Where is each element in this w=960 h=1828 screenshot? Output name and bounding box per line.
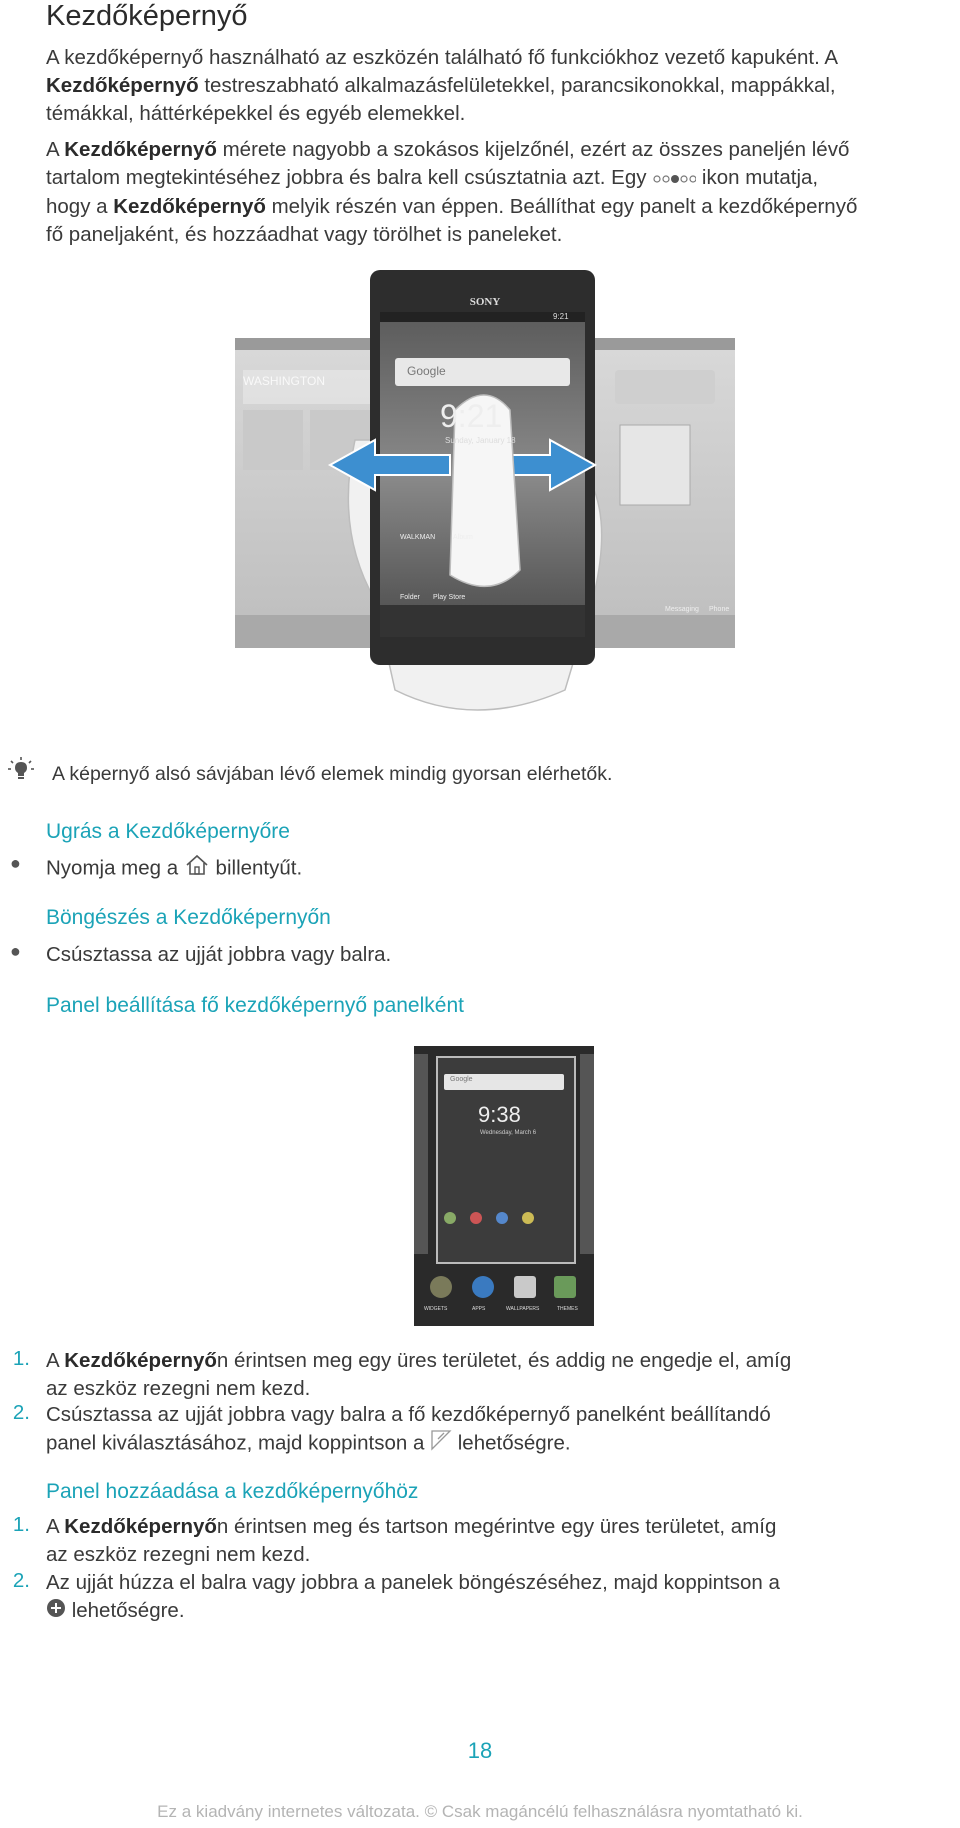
status-bar-time: 9:21: [553, 312, 569, 321]
bold-term: Kezdőképernyő: [64, 1515, 217, 1538]
section-heading-add-panel: Panel hozzáadása a kezdőképernyőhöz: [46, 1480, 419, 1503]
text-line: [46, 1347, 946, 1375]
section-heading-set-panel: Panel beállítása fő kezdőképernyő panelként: [46, 994, 464, 1017]
app-row: [444, 1211, 564, 1225]
step-number: 2.: [12, 1569, 30, 1592]
text-span: A: [46, 1515, 65, 1538]
text-line: [46, 1429, 946, 1459]
side-panel-preview: [414, 1054, 428, 1254]
bullet-text-browse: Csúsztassa az ujját jobbra vagy balra.: [46, 943, 392, 966]
side-panel-label: WASHINGTON: [243, 374, 326, 388]
text-line: Csúsztassa az ujját jobbra vagy balra a fő kezdőképernyő panelként beállítandó: [46, 1403, 771, 1426]
text-span: A: [46, 138, 65, 161]
page-title: Kezdőképernyő: [46, 0, 248, 32]
text-line: [46, 1597, 946, 1626]
bold-term: Kezdőképernyő: [64, 1349, 217, 1372]
text-line: Az ujját húzza el balra vagy jobbra a panelek böngészéséhez, majd koppintson a: [46, 1571, 780, 1594]
panel-edit-illustration: [414, 1046, 594, 1326]
home-key-icon: [184, 853, 210, 885]
text-span: lehetőségre.: [452, 1431, 571, 1455]
search-bar-label: Google: [450, 1076, 473, 1083]
text-span: panel kiválasztásához, majd koppintson a: [46, 1431, 431, 1455]
step-number: 2.: [12, 1401, 30, 1424]
app-label: Folder: [400, 594, 420, 601]
clock-time: 9:38: [478, 1102, 521, 1127]
text-span: lehetőségre.: [66, 1599, 185, 1622]
clock-date: Wednesday, March 6: [480, 1130, 537, 1136]
text-span: n érintsen meg és tartson megérintve egy üres területet, amíg: [216, 1515, 777, 1538]
menu-label: WALLPAPERS: [506, 1306, 540, 1312]
bullet-dot: ●: [10, 941, 21, 961]
app-label: WALKMAN: [400, 534, 436, 541]
text-line: [46, 136, 946, 164]
side-panel-preview: [580, 1054, 594, 1254]
page-footer: Ez a kiadvány internetes változata. © Csak magáncélú felhasználásra nyomtatható ki.: [157, 1802, 803, 1821]
search-bar-label: Google: [407, 364, 446, 378]
bold-term: Kezdőképernyő: [46, 74, 199, 97]
text-span: tartalom megtekintéséhez jobbra és balra kell csúsztatnia azt. Egy: [46, 166, 653, 189]
step-text: [46, 1513, 946, 1569]
step-number: 1.: [12, 1513, 30, 1536]
text-line: az eszköz rezegni nem kezd.: [46, 1543, 311, 1566]
page-indicator-dots-icon: [652, 165, 696, 193]
menu-label: WIDGETS: [424, 1306, 448, 1312]
page-number: 18: [467, 1738, 493, 1763]
clock-date: Sunday, January 18: [445, 436, 516, 445]
bold-term: Kezdőképernyő: [113, 194, 266, 218]
menu-label: THEMES: [557, 1306, 578, 1312]
home-screen-illustration: [235, 270, 735, 730]
menu-label: APPS: [472, 1306, 486, 1312]
step-number: 1.: [12, 1347, 30, 1370]
text-line: [46, 193, 946, 221]
text-line: A kezdőképernyő használható az eszközén található fő funkciókhoz vezető kapuként. A: [46, 46, 839, 69]
text-span: A: [46, 1349, 65, 1372]
text-span: mérete nagyobb a szokásos kijelzőnél, ezért az összes paneljén lévő: [216, 138, 850, 161]
section-heading-browse: Böngészés a Kezdőképernyőn: [46, 906, 331, 929]
clock-time: 9:21: [440, 398, 503, 434]
text-line: [46, 72, 946, 100]
tip-lightbulb-icon: [8, 756, 34, 787]
app-label: Album: [453, 534, 473, 541]
app-label: Play Store: [433, 594, 466, 601]
bullet-text-jump: [46, 853, 946, 885]
section-heading-jump: Ugrás a Kezdőképernyőre: [46, 820, 290, 843]
phone-brand-label: SONY: [469, 296, 501, 308]
text-span: testreszabható alkalmazásfelületekkel, parancsikonokkal, mappákkal,: [198, 74, 836, 97]
text-span: billentyűt.: [209, 856, 303, 880]
text-line: az eszköz rezegni nem kezd.: [46, 1377, 311, 1400]
app-label: Messaging: [665, 606, 699, 613]
text-span: Nyomja meg a: [46, 856, 184, 880]
text-line: fő paneljaként, és hozzáadhat vagy törölhet is paneleket.: [46, 222, 563, 246]
text-line: [46, 164, 946, 193]
bold-term: Kezdőképernyő: [64, 138, 217, 161]
app-label: Phone: [709, 606, 730, 613]
step-text: [46, 1569, 946, 1626]
tip-text: A képernyő alsó sávjában lévő elemek mindig gyorsan elérhetők.: [52, 763, 613, 785]
text-line: témákkal, háttérképekkel és egyéb elemekkel.: [46, 102, 466, 125]
text-line: [46, 1513, 946, 1541]
edit-menu-icons: [424, 1276, 584, 1310]
intro-paragraph-2: [46, 136, 946, 249]
step-text: [46, 1347, 946, 1403]
intro-paragraph-1: [46, 44, 946, 128]
add-circle-icon: [46, 1598, 66, 1626]
bullet-dot: ●: [10, 853, 21, 873]
set-home-icon: [430, 1429, 452, 1459]
text-span: melyik részén van éppen. Beállíthat egy panelt a kezdőképernyő: [265, 194, 858, 218]
step-text: [46, 1401, 946, 1459]
text-span: hogy a: [46, 194, 114, 218]
text-span: n érintsen meg egy üres területet, és addig ne engedje el, amíg: [216, 1349, 792, 1372]
text-span: ikon mutatja,: [696, 166, 819, 189]
